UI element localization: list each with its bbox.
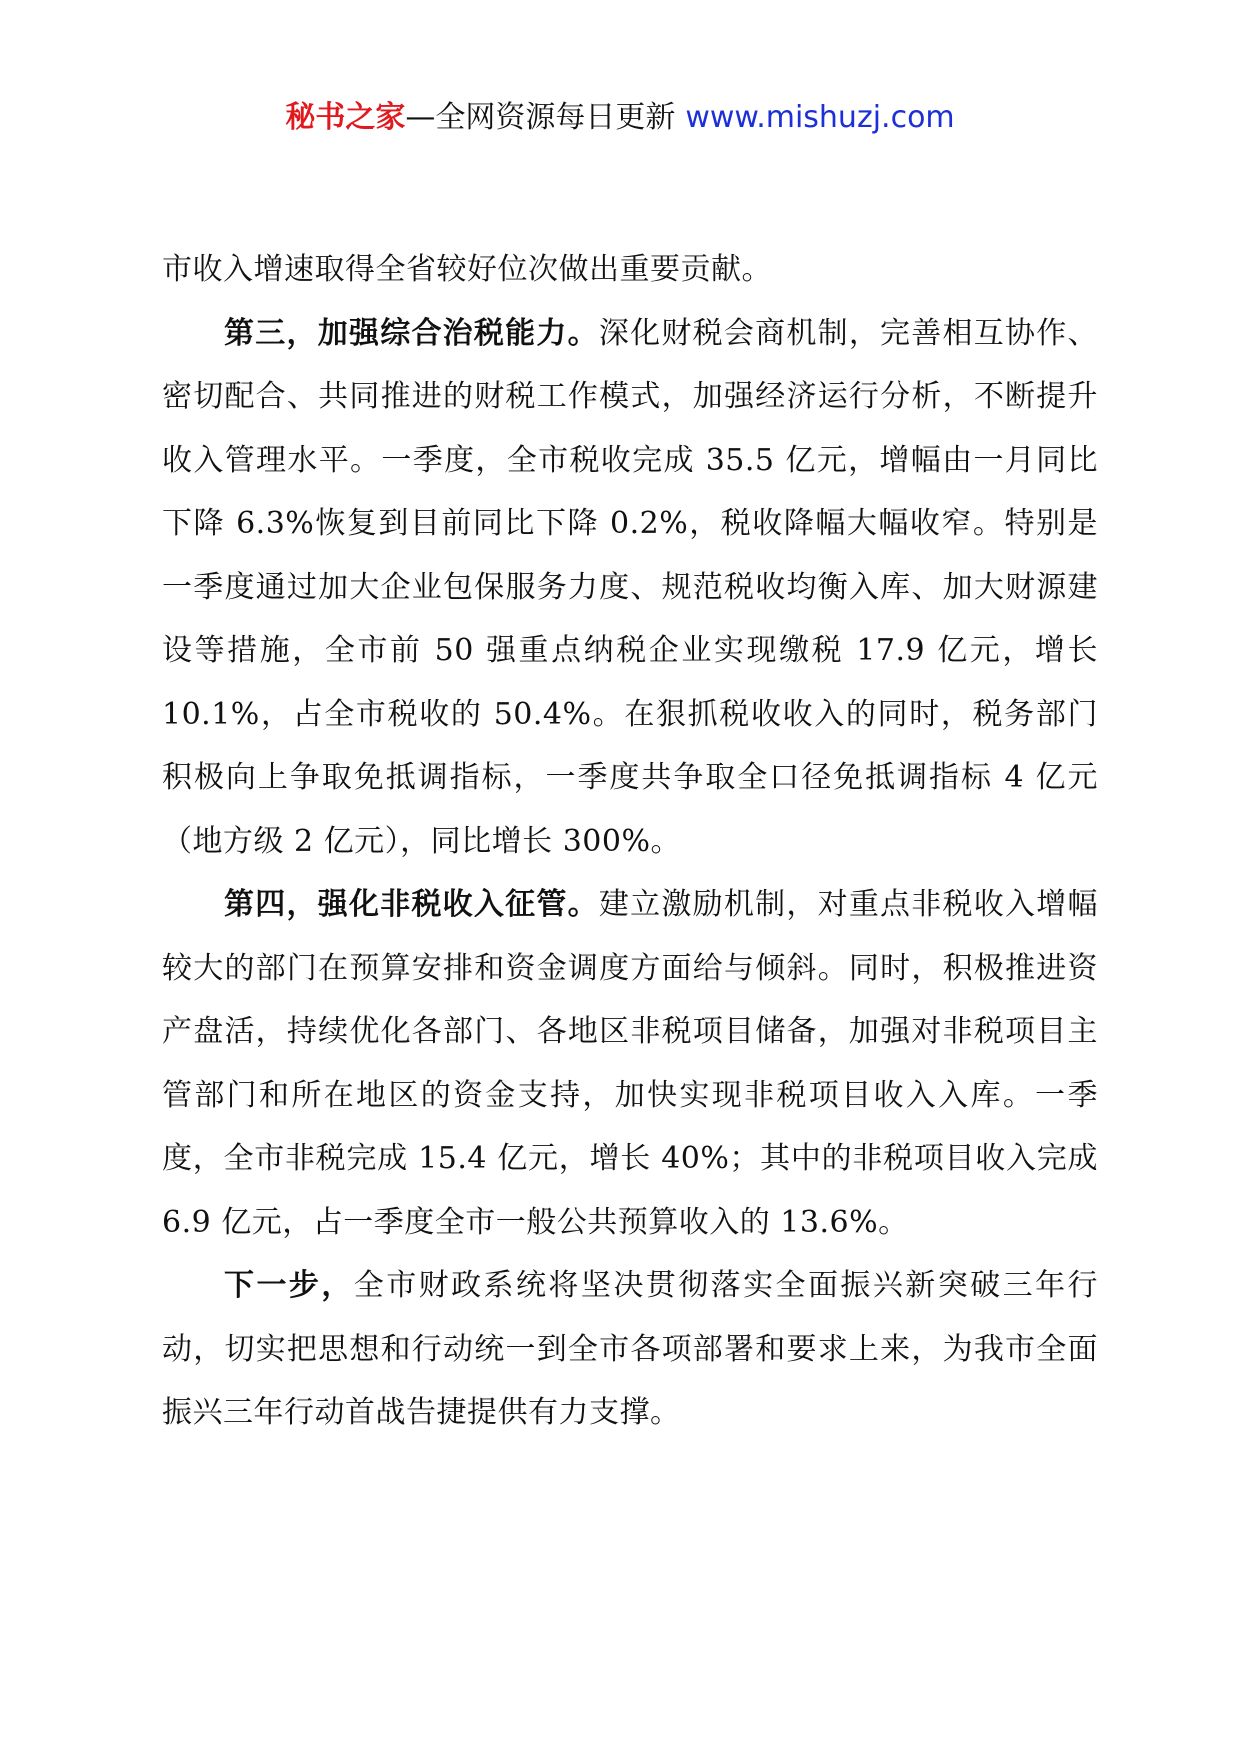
paragraph-text: 全市财政系统将坚决贯彻落实全面振兴新突破三年行动，切实把思想和行动统一到全市各项部署和要求上来，为我市全面振兴三年行动首战告捷提供有力支撑。 <box>162 1268 1099 1430</box>
paragraph-tax-governance <box>162 302 1098 874</box>
paragraph-continuation <box>162 238 1098 302</box>
document-body <box>162 238 1098 1445</box>
paragraph-text: 建立激励机制，对重点非税收入增幅较大的部门在预算安排和资金调度方面给与倾斜。同时，积极推进资产盘活，持续优化各部门、各地区非税项目储备，加强对非税项目主管部门和所在地区的资金支持，加快实现非税项目收入入库。一季度，全市非税完成 15.4 亿元，增长 40%；其中的非税项目收入完成 6.9 亿元，占一季度全市一般公共预算收入的 13.6%。 <box>162 887 1099 1240</box>
paragraph-lead: 第四，强化非税收入征管。 <box>224 887 599 922</box>
header-url[interactable]: www.mishuzj.com <box>685 100 955 135</box>
paragraph-lead: 下一步， <box>224 1268 354 1303</box>
paragraph-text: 深化财税会商机制，完善相互协作、密切配合、共同推进的财税工作模式，加强经济运行分析，不断提升收入管理水平。一季度，全市税收完成 35.5 亿元，增幅由一月同比下降 6.3%恢复到目前同比下降 0.2%，税收降幅大幅收窄。特别是一季度通过加大企业包保服务力度、规范税收均衡入库、加大财源建设等措施，全市前 50 强重点纳税企业实现缴税 17.9 亿元，增长 10.1%，占全市税收的 50.4%。在狠抓税收收入的同时，税务部门积极向上争取免抵调指标，一季度共争取全口径免抵调指标 4 亿元（地方级 2 亿元），同比增长 300%。 <box>162 315 1099 859</box>
header-brand: 秘书之家 <box>285 100 406 135</box>
paragraph-non-tax-revenue <box>162 873 1098 1254</box>
paragraph-next-step <box>162 1254 1098 1445</box>
paragraph-text: 市收入增速取得全省较好位次做出重要贡献。 <box>162 252 772 287</box>
header-slogan: —全网资源每日更新 <box>405 100 676 135</box>
page-header <box>0 98 1240 138</box>
paragraph-lead: 第三，加强综合治税能力。 <box>224 315 599 351</box>
